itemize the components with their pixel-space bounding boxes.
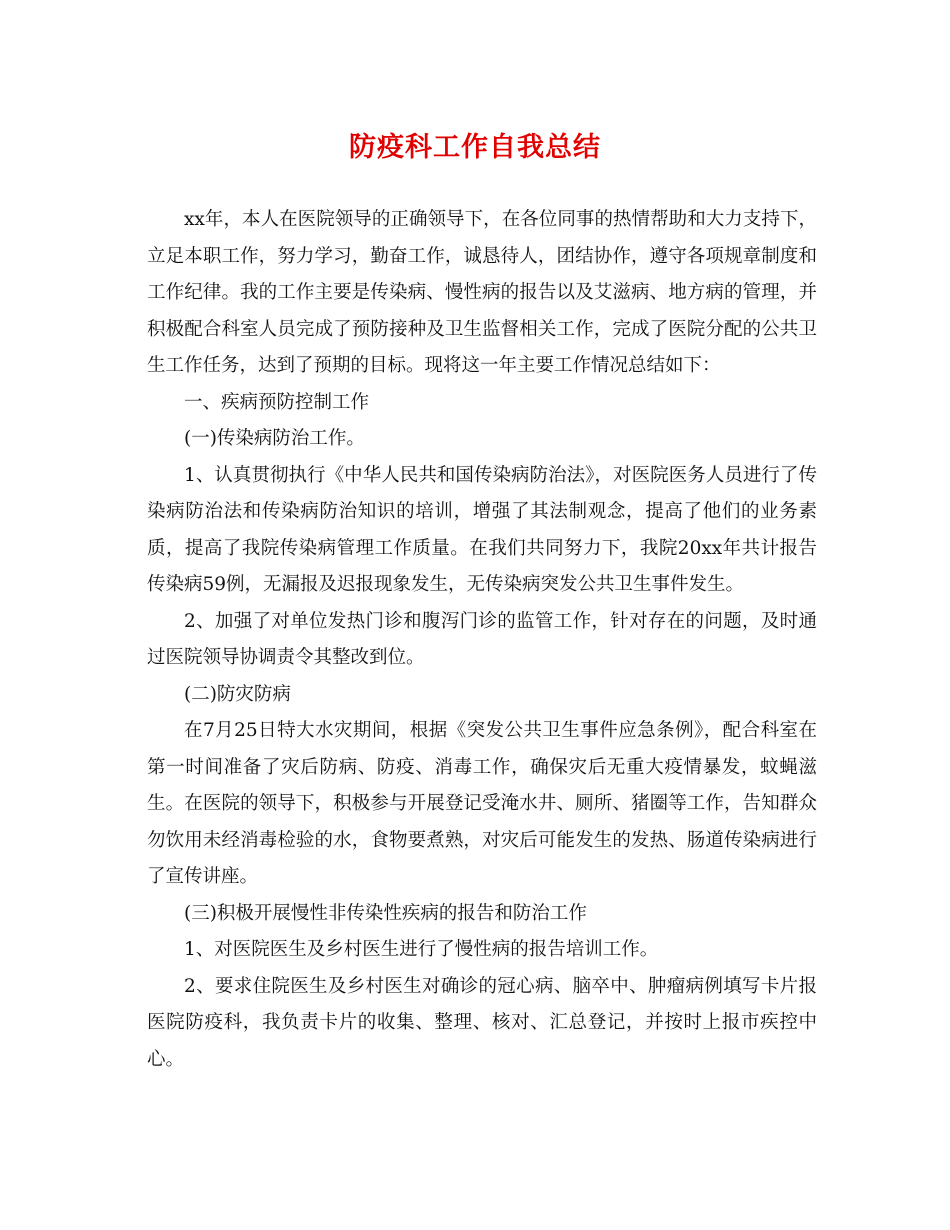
document-title: 防疫科工作自我总结 — [349, 132, 601, 163]
paragraph-item: 1、对医院医生及乡村医生进行了慢性病的报告培训工作。 — [184, 939, 659, 960]
paragraph-item: 1、认真贯彻执行《中华人民共和国传染病防治法》，对医院医务人员进行了传染病防治法和传染病防治知识的培训，增强了其法制观念，提高了他们的业务素质，提高了我院传染病管理工作质量。在我们共同努力下，我院20xx年共计报告传染病59例，无漏报及迟报现象发生，无传染病突发公共卫生事件发生。 — [147, 464, 817, 595]
paragraph-intro: xx年，本人在医院领导的正确领导下，在各位同事的热情帮助和大力支持下，立足本职工作，努力学习，勤奋工作，诚恳待人，团结协作，遵守各项规章制度和工作纪律。我的工作主要是传染病、慢性病的报告以及艾滋病、地方病的管理，并积极配合科室人员完成了预防接种及卫生监督相关工作，完成了医院分配的公共卫生工作任务，达到了预期的目标。现将这一年主要工作情况总结如下： — [147, 209, 817, 376]
subsection-heading-2: (二)防灾防病 — [184, 683, 291, 705]
paragraph-item: 2、要求住院医生及乡村医生对确诊的冠心病、脑卒中、肿瘤病例填写卡片报医院防疫科，我负责卡片的收集、整理、核对、汇总登记，并按时上报市疾控中心。 — [147, 975, 817, 1070]
paragraph-item: 在7月25日特大水灾期间，根据《突发公共卫生事件应急条例》，配合科室在第一时间准备了灾后防病、防疫、消毒工作，确保灾后无重大疫情暴发，蚊蝇滋生。在医院的领导下，积极参与开展登记受淹水井、厕所、猪圈等工作，告知群众勿饮用未经消毒检验的水，食物要煮熟，对灾后可能发生的发热、肠道传染病进行了宣传讲座。 — [147, 720, 817, 887]
subsection-heading-3: (三)积极开展慢性非传染性疾病的报告和防治工作 — [184, 902, 587, 924]
section-heading-1: 一、疾病预防控制工作 — [184, 391, 370, 413]
subsection-heading-1: (一)传染病防治工作。 — [184, 428, 365, 449]
document-body — [147, 202, 817, 1078]
paragraph-item: 2、加强了对单位发热门诊和腹泻门诊的监管工作，针对存在的问题，及时通过医院领导协调责令其整改到位。 — [147, 610, 817, 668]
